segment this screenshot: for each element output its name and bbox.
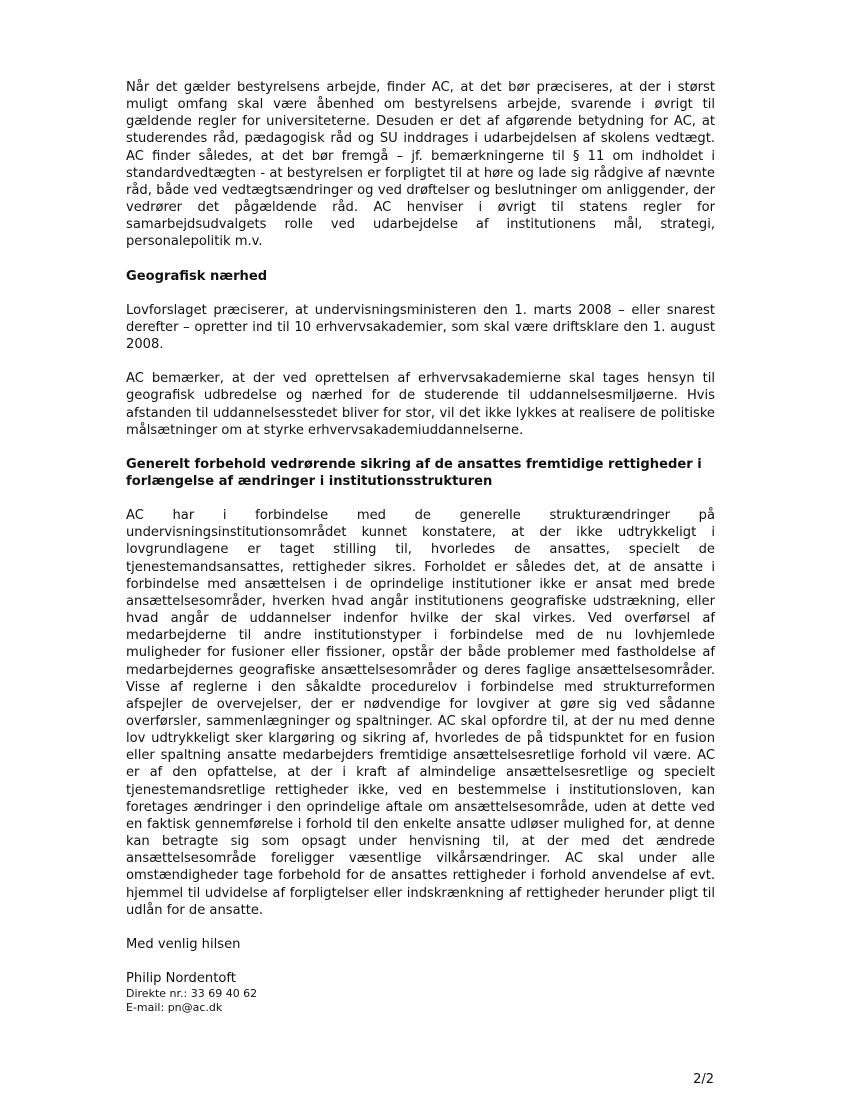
signature-name: Philip Nordentoft	[126, 971, 236, 987]
heading-general-reservation: Generelt forbehold vedrørende sikring af de ansattes fremtidige rettigheder i forlængelse af ændringer i institutionsstrukturen	[126, 456, 702, 489]
page-number: 2/2	[693, 1072, 714, 1087]
paragraph-bill-clarification: Lovforslaget præciserer, at undervisningsministeren den 1. marts 2008 – eller snarest derefter – opretter ind til 10 erhvervsakademier, som skal være driftsklare den 1. august 2008.	[126, 302, 715, 353]
document-body	[126, 79, 715, 1015]
paragraph-employee-rights: AC har i forbindelse med de generelle strukturændringer på undervisningsinstitutionsområdet kunnet konstatere, at der ikke udtrykkeligt i lovgrundlagene er taget stilling til, hvorledes de ansattes, specielt de tjenestemandsansattes, rettigheder sikres. Forholdet er således det, at de ansatte i forbindelse med ansættelsen i de oprindelige institutioner ikke er ansat med brede ansættelsesområder, hverken hvad angår institutionens geografiske udstrækning, eller hvad angår de uddannelser indenfor hvilke der skal virkes. Ved overførsel af medarbejderne til andre institutionstyper i forbindelse med de nu lovhjemlede muligheder for fusioner eller fissioner, opstår der både problemer med fastholdelse af medarbejdernes geografiske ansættelsesområder og deres faglige ansættelsesområder. Visse af reglerne i den såkaldte procedurelov i forbindelse med strukturreformen afspejler de overvejelser, der er nødvendige for lovgiver at gøre sig ved sådanne overførsler, sammenlægninger og spaltninger. AC skal opfordre til, at der nu med denne lov udtrykkeligt sker klargøring og sikring af, hvorledes de på tidspunktet for en fusion eller spaltning ansatte medarbejders fremtidige ansættelsesretlige forhold vil være. AC er af den opfattelse, at der i kraft af almindelige ansættelsesretlige og specielt tjenestemandsretlige rettigheder ikke, ved en bestemmelse i institutionsloven, kan foretages ændringer i den oprindelige aftale om ansættelsesområde, uden at dette ved en faktisk gennemførelse i forhold til den enkelte ansatte udløser mulighed for, at denne kan betragte sig som opsagt under henvisning til, at der med det ændrede ansættelsesområde foreligger væsentlige vilkårsændringer. AC skal under alle omstændigheder tage forbehold for de ansattes rettigheder i forhold anvendelse af evt. hjemmel til udvidelse af forpligtelser eller indskrænkning af rettigheder herunder pligt til udlån for de ansatte.	[126, 508, 715, 918]
signature-email: E-mail: pn@ac.dk	[126, 1001, 223, 1015]
paragraph-geographic-spread: AC bemærker, at der ved oprettelsen af erhvervsakademierne skal tages hensyn til geografisk udbredelse og nærhed for de studerende til uddannelsesmiljøerne. Hvis afstanden til uddannelsesstedet bliver for stor, vil det ikke lykkes at realisere de politiske målsætninger om at styrke erhvervsakademiuddannelserne.	[126, 371, 715, 438]
closing-greeting: Med venlig hilsen	[126, 936, 241, 952]
heading-geographic-proximity: Geografisk nærhed	[126, 268, 268, 284]
signature-direct-number: Direkte nr.: 33 69 40 62	[126, 987, 258, 1001]
paragraph-board-openness: Når det gælder bestyrelsens arbejde, finder AC, at det bør præciseres, at der i størst muligt omfang skal være åbenhed om bestyrelsens arbejde, svarende i øvrigt til gældende regler for universiteterne. Desuden er det af afgørende betydning for AC, at studerendes råd, pædagogisk råd og SU inddrages i udarbejdelsen af skolens vedtægt. AC finder således, at det bør fremgå – jf. bemærkningerne til § 11 om indholdet i standardvedtægten - at bestyrelsen er forpligtet til at høre og lade sig rådgive af nævnte råd, både ved vedtægtsændringer og ved drøftelser og beslutninger om anliggender, der vedrører det pågældende råd. AC henviser i øvrigt til statens regler for samarbejdsudvalgets rolle ved udarbejdelse af institutionens mål, strategi, personalepolitik m.v.	[126, 80, 715, 250]
